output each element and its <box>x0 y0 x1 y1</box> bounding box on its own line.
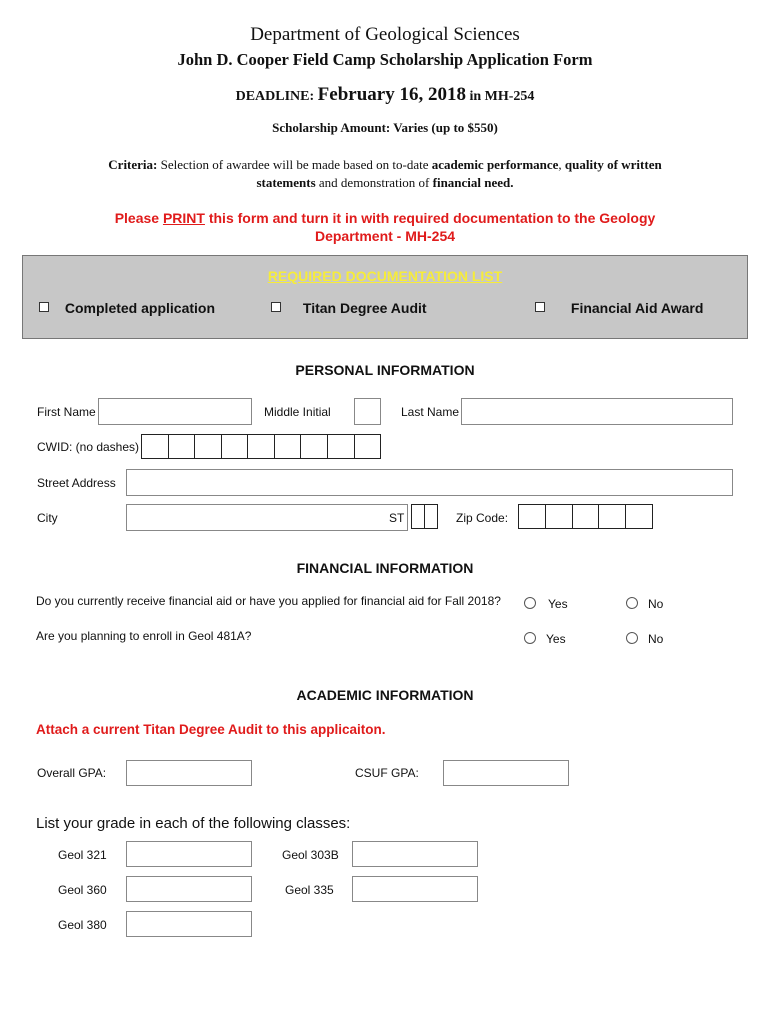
criteria-bold: academic performance <box>431 157 559 172</box>
grade-field-geol-321[interactable] <box>126 841 252 867</box>
deadline-label: DEADLINE: <box>235 89 315 104</box>
overall-gpa-field[interactable] <box>126 760 252 786</box>
financial-aid-question: Do you currently receive financial aid or have you applied for financial aid for Fall 2018? <box>36 594 501 608</box>
print-pre: Please <box>114 210 163 226</box>
csuf-gpa-label: CSUF GPA: <box>355 766 419 780</box>
zip-digit-cell[interactable] <box>546 504 573 529</box>
criteria-label: Criteria: <box>108 157 158 172</box>
financial-aid-yes-label: Yes <box>548 597 568 611</box>
cwid-digit-cell[interactable] <box>301 434 328 459</box>
criteria-part: and demonstration of <box>315 175 433 190</box>
doc-item-label: Financial Aid Award <box>570 300 704 316</box>
criteria-part: Selection of awardee will be made based on to-date <box>157 157 432 172</box>
zip-digit-cell[interactable] <box>626 504 653 529</box>
criteria-bold: financial need. <box>432 175 514 190</box>
geol-481a-no-label: No <box>648 632 664 646</box>
financial-aid-no-label: No <box>648 597 664 611</box>
middle-initial-label: Middle Initial <box>264 405 331 419</box>
street-address-label: Street Address <box>37 476 116 490</box>
zip-digit-cell[interactable] <box>573 504 600 529</box>
cwid-digit-cell[interactable] <box>248 434 275 459</box>
documentation-list-box <box>22 255 748 339</box>
cwid-digit-cell[interactable] <box>355 434 382 459</box>
form-department-title: Department of Geological Sciences <box>250 24 520 45</box>
state-letter-cell[interactable] <box>411 504 425 529</box>
cwid-digit-cell[interactable] <box>275 434 302 459</box>
state-field[interactable] <box>411 504 438 529</box>
first-name-label: First Name <box>37 405 96 419</box>
class-label-geol-335: Geol 335 <box>285 883 334 897</box>
print-word: PRINT <box>162 210 205 226</box>
class-label-geol-360: Geol 360 <box>58 883 107 897</box>
doc-item-titan-degree-audit <box>271 300 427 316</box>
class-label-geol-303b: Geol 303B <box>282 848 339 862</box>
academic-information-heading: ACADEMIC INFORMATION <box>296 687 474 703</box>
criteria-part: , <box>558 157 565 172</box>
last-name-label: Last Name <box>401 405 460 419</box>
checkbox-icon[interactable] <box>535 302 545 312</box>
cwid-digit-cell[interactable] <box>222 434 249 459</box>
geol-481a-question: Are you planning to enroll in Geol 481A? <box>36 629 252 643</box>
csuf-gpa-field[interactable] <box>443 760 569 786</box>
checkbox-icon[interactable] <box>271 302 281 312</box>
class-label-geol-380: Geol 380 <box>58 918 107 932</box>
cwid-digit-cell[interactable] <box>195 434 222 459</box>
cwid-digit-cell[interactable] <box>141 434 169 459</box>
geol-481a-yes-label: Yes <box>546 632 566 646</box>
city-field[interactable] <box>126 504 408 531</box>
deadline-line <box>0 84 770 106</box>
cwid-digit-cell[interactable] <box>328 434 355 459</box>
financial-aid-yes-radio[interactable] <box>524 597 536 609</box>
zip-digit-cell[interactable] <box>599 504 626 529</box>
doc-item-label: Completed application <box>64 300 216 316</box>
state-label: ST <box>389 511 405 525</box>
print-instruction <box>95 209 675 245</box>
print-post: this form and turn it in with required documentation to the Geology Department - MH-254 <box>204 210 656 244</box>
documentation-list-title: REQUIRED DOCUMENTATION LIST <box>267 268 503 284</box>
middle-initial-field[interactable] <box>354 398 381 425</box>
last-name-field[interactable] <box>461 398 733 425</box>
zip-code-label: Zip Code: <box>456 511 509 525</box>
cwid-label: CWID: (no dashes) <box>37 440 140 454</box>
criteria-bold: quality of written statements <box>256 157 662 190</box>
geol-481a-yes-radio[interactable] <box>524 632 536 644</box>
first-name-field[interactable] <box>98 398 252 425</box>
state-letter-cell[interactable] <box>425 504 438 529</box>
grade-field-geol-335[interactable] <box>352 876 478 902</box>
class-grades-heading: List your grade in each of the following classes: <box>36 815 351 832</box>
cwid-field[interactable] <box>141 434 381 459</box>
deadline-date: February 16, 2018 <box>317 84 466 105</box>
scholarship-amount: Scholarship Amount: Varies (up to $550) <box>272 120 498 135</box>
grade-field-geol-380[interactable] <box>126 911 252 937</box>
overall-gpa-label: Overall GPA: <box>37 766 107 780</box>
city-label: City <box>37 511 58 525</box>
zip-digit-cell[interactable] <box>518 504 546 529</box>
financial-aid-no-radio[interactable] <box>626 597 638 609</box>
doc-item-financial-aid-award <box>535 300 703 316</box>
grade-field-geol-360[interactable] <box>126 876 252 902</box>
form-subtitle: John D. Cooper Field Camp Scholarship Application Form <box>177 50 593 69</box>
financial-information-heading: FINANCIAL INFORMATION <box>296 560 474 576</box>
geol-481a-no-radio[interactable] <box>626 632 638 644</box>
doc-item-completed-application <box>39 300 215 316</box>
class-label-geol-321: Geol 321 <box>58 848 107 862</box>
checkbox-icon[interactable] <box>39 302 49 312</box>
degree-audit-note: Attach a current Titan Degree Audit to this applicaiton. <box>36 722 386 737</box>
street-address-field[interactable] <box>126 469 733 496</box>
grade-field-geol-303b[interactable] <box>352 841 478 867</box>
doc-item-label: Titan Degree Audit <box>302 300 427 316</box>
cwid-digit-cell[interactable] <box>169 434 196 459</box>
criteria-text <box>90 156 680 192</box>
personal-information-heading: PERSONAL INFORMATION <box>295 362 475 378</box>
deadline-location: in MH-254 <box>469 89 535 104</box>
zip-code-field[interactable] <box>518 504 653 529</box>
